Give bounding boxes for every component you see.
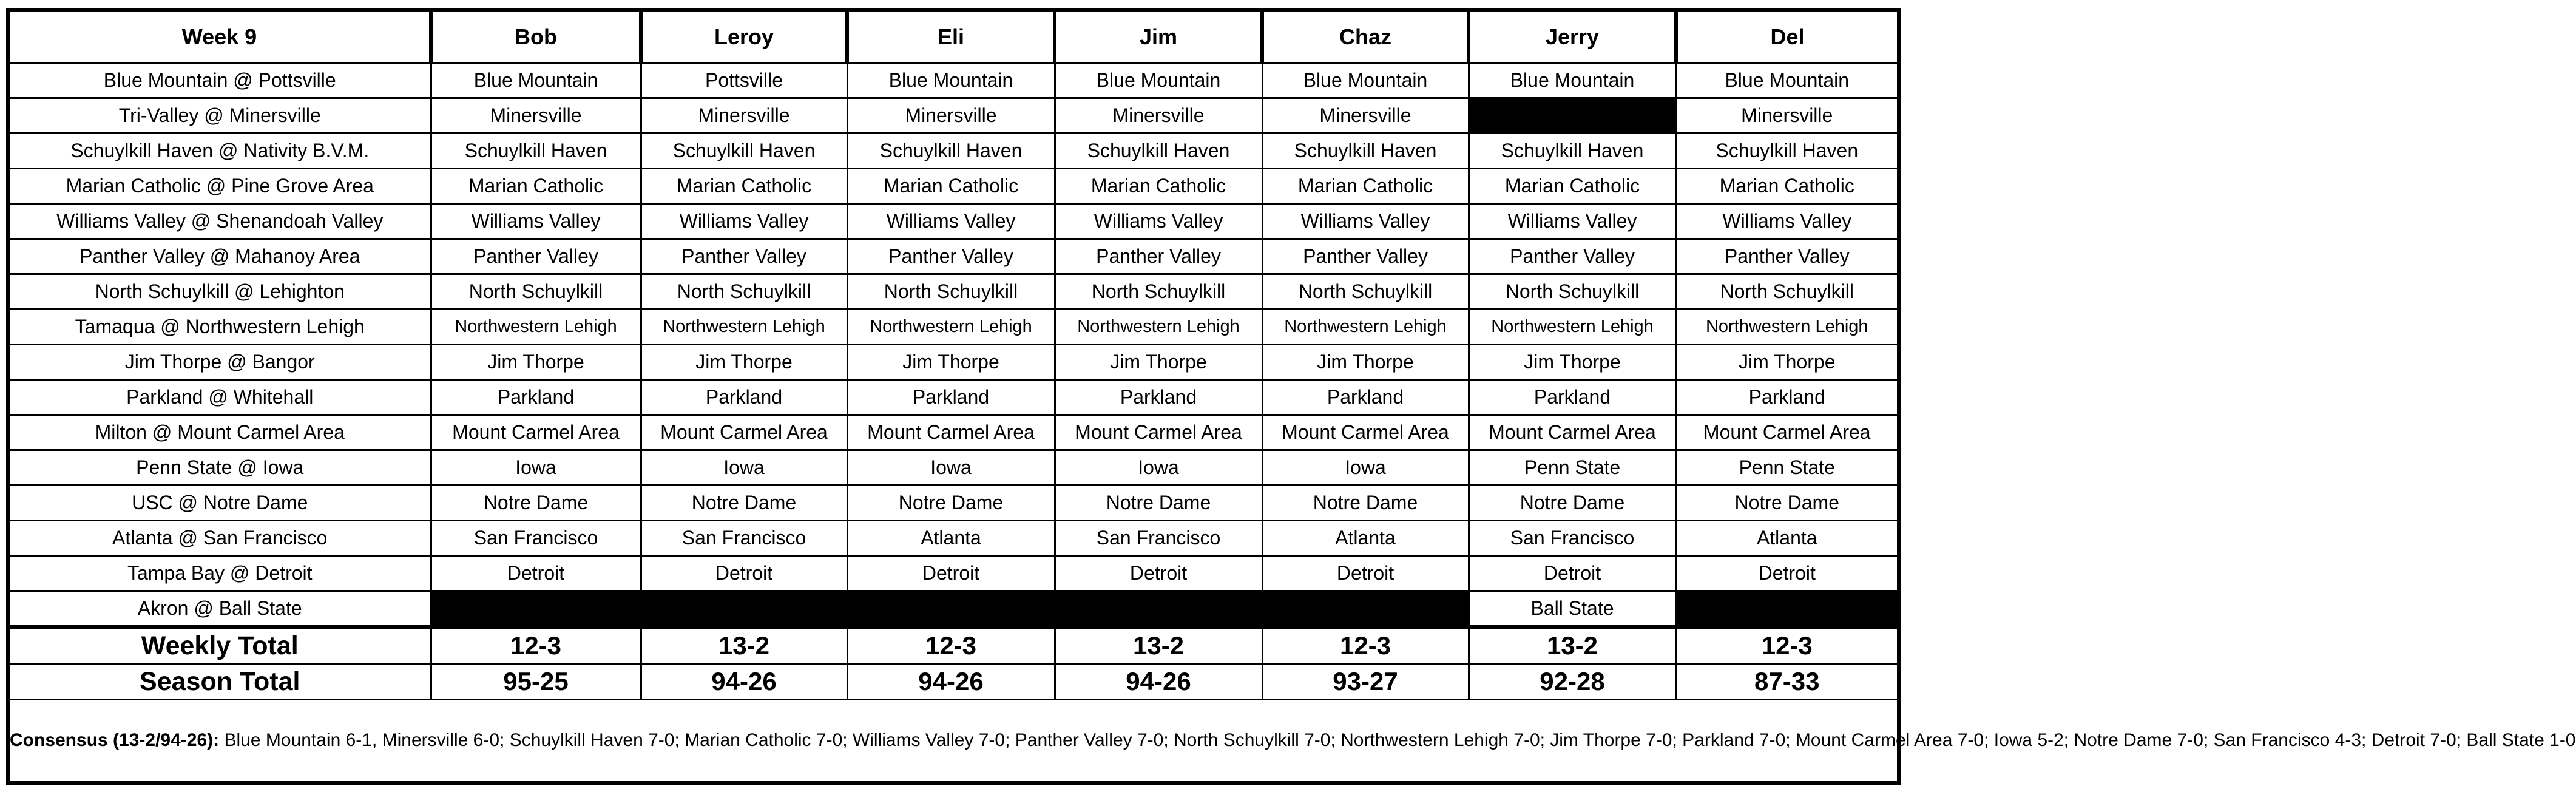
weekly-total-row <box>10 627 1897 664</box>
pick-cell: Schuylkill Haven <box>847 134 1055 169</box>
pick-cell: Notre Dame <box>1469 486 1676 521</box>
matchup-cell: Tri-Valley @ Minersville <box>10 98 431 134</box>
matchup-cell: North Schuylkill @ Lehighton <box>10 274 431 310</box>
pick-cell: Detroit <box>1676 556 1897 591</box>
pick-cell: North Schuylkill <box>847 274 1055 310</box>
pick-cell: Iowa <box>1055 450 1262 486</box>
pick-cell: Williams Valley <box>1676 204 1897 239</box>
season-total-eli: 94-26 <box>847 664 1055 700</box>
pick-cell: Schuylkill Haven <box>1262 134 1469 169</box>
pick-cell: Panther Valley <box>431 239 641 274</box>
pick-cell: Blue Mountain <box>431 63 641 98</box>
table-row <box>10 310 1897 345</box>
blacked-out-cell <box>1055 591 1262 628</box>
season-total-bob: 95-25 <box>431 664 641 700</box>
pick-cell: Jim Thorpe <box>431 345 641 380</box>
pick-cell: Jim Thorpe <box>641 345 847 380</box>
pick-cell: Schuylkill Haven <box>1469 134 1676 169</box>
pick-cell: Parkland <box>431 380 641 415</box>
matchup-cell: Penn State @ Iowa <box>10 450 431 486</box>
pick-cell: Atlanta <box>1676 521 1897 556</box>
season-total-label: Season Total <box>10 664 431 700</box>
season-total-jerry: 92-28 <box>1469 664 1676 700</box>
pick-cell: Minersville <box>641 98 847 134</box>
pick-cell: Northwestern Lehigh <box>641 310 847 345</box>
pick-cell: Detroit <box>1262 556 1469 591</box>
table-row <box>10 591 1897 628</box>
pick-cell: Ball State <box>1469 591 1676 628</box>
picks-sheet <box>6 8 2576 785</box>
pick-cell: Northwestern Lehigh <box>431 310 641 345</box>
weekly-total-del: 12-3 <box>1676 627 1897 664</box>
pick-cell: Marian Catholic <box>431 169 641 204</box>
pick-cell: Pottsville <box>641 63 847 98</box>
pick-cell: Williams Valley <box>1262 204 1469 239</box>
pick-cell: San Francisco <box>431 521 641 556</box>
pick-cell: Minersville <box>1055 98 1262 134</box>
pick-cell: Jim Thorpe <box>1262 345 1469 380</box>
pick-cell: Schuylkill Haven <box>431 134 641 169</box>
table-row <box>10 134 1897 169</box>
matchup-cell: USC @ Notre Dame <box>10 486 431 521</box>
pick-cell: Marian Catholic <box>847 169 1055 204</box>
pick-cell: Mount Carmel Area <box>1469 415 1676 450</box>
weekly-total-jim: 13-2 <box>1055 627 1262 664</box>
pick-cell: Detroit <box>1055 556 1262 591</box>
table-row <box>10 415 1897 450</box>
consensus-label: Consensus (13-2/94-26): <box>10 730 220 750</box>
blacked-out-cell <box>641 591 847 628</box>
picker-header-chaz: Chaz <box>1262 12 1469 63</box>
picks-table <box>10 12 2576 782</box>
matchup-cell: Marian Catholic @ Pine Grove Area <box>10 169 431 204</box>
blacked-out-cell <box>1262 591 1469 628</box>
pick-cell: Blue Mountain <box>1676 63 1897 98</box>
pick-cell: Panther Valley <box>1055 239 1262 274</box>
table-row <box>10 98 1897 134</box>
pick-cell: Parkland <box>847 380 1055 415</box>
table-row <box>10 169 1897 204</box>
blacked-out-cell <box>1469 98 1676 134</box>
matchup-cell: Williams Valley @ Shenandoah Valley <box>10 204 431 239</box>
pick-cell: San Francisco <box>641 521 847 556</box>
season-total-row <box>10 664 1897 700</box>
header-row <box>10 12 1897 63</box>
pick-cell: Northwestern Lehigh <box>1469 310 1676 345</box>
pick-cell: Parkland <box>1469 380 1676 415</box>
pick-cell: North Schuylkill <box>1262 274 1469 310</box>
pick-cell: Williams Valley <box>1469 204 1676 239</box>
pick-cell: North Schuylkill <box>1055 274 1262 310</box>
pick-cell: North Schuylkill <box>641 274 847 310</box>
pick-cell: Northwestern Lehigh <box>1055 310 1262 345</box>
matchup-cell: Jim Thorpe @ Bangor <box>10 345 431 380</box>
pick-cell: Schuylkill Haven <box>1055 134 1262 169</box>
pick-cell: Minersville <box>847 98 1055 134</box>
weekly-total-bob: 12-3 <box>431 627 641 664</box>
matchup-cell: Tamaqua @ Northwestern Lehigh <box>10 310 431 345</box>
blacked-out-cell <box>431 591 641 628</box>
pick-cell: Parkland <box>1055 380 1262 415</box>
weekly-total-leroy: 13-2 <box>641 627 847 664</box>
pick-cell: Marian Catholic <box>641 169 847 204</box>
pick-cell: Mount Carmel Area <box>847 415 1055 450</box>
weekly-total-chaz: 12-3 <box>1262 627 1469 664</box>
pick-cell: Iowa <box>431 450 641 486</box>
table-row <box>10 556 1897 591</box>
weekly-total-eli: 12-3 <box>847 627 1055 664</box>
matchup-cell: Parkland @ Whitehall <box>10 380 431 415</box>
table-row <box>10 380 1897 415</box>
picker-header-eli: Eli <box>847 12 1055 63</box>
picker-header-leroy: Leroy <box>641 12 847 63</box>
pick-cell: Jim Thorpe <box>847 345 1055 380</box>
pick-cell: Detroit <box>1469 556 1676 591</box>
weekly-total-jerry: 13-2 <box>1469 627 1676 664</box>
pick-cell: Marian Catholic <box>1262 169 1469 204</box>
pick-cell: North Schuylkill <box>1676 274 1897 310</box>
pick-cell: Blue Mountain <box>1055 63 1262 98</box>
pick-cell: Atlanta <box>847 521 1055 556</box>
picker-header-jim: Jim <box>1055 12 1262 63</box>
season-total-jim: 94-26 <box>1055 664 1262 700</box>
pick-cell: Williams Valley <box>1055 204 1262 239</box>
matchup-cell: Milton @ Mount Carmel Area <box>10 415 431 450</box>
season-total-del: 87-33 <box>1676 664 1897 700</box>
blacked-out-cell <box>847 591 1055 628</box>
picker-header-jerry: Jerry <box>1469 12 1676 63</box>
pick-cell: Iowa <box>641 450 847 486</box>
pick-cell: Notre Dame <box>1676 486 1897 521</box>
pick-cell: Blue Mountain <box>847 63 1055 98</box>
pick-cell: San Francisco <box>1469 521 1676 556</box>
pick-cell: Mount Carmel Area <box>431 415 641 450</box>
table-row <box>10 486 1897 521</box>
pick-cell: Panther Valley <box>847 239 1055 274</box>
matchup-cell: Schuylkill Haven @ Nativity B.V.M. <box>10 134 431 169</box>
matchup-cell: Tampa Bay @ Detroit <box>10 556 431 591</box>
consensus-row <box>10 700 1897 782</box>
pick-cell: North Schuylkill <box>1469 274 1676 310</box>
week-title: Week 9 <box>10 12 431 63</box>
pick-cell: Schuylkill Haven <box>641 134 847 169</box>
pick-cell: Detroit <box>641 556 847 591</box>
table-row <box>10 345 1897 380</box>
pick-cell: Minersville <box>1676 98 1897 134</box>
pick-cell: Notre Dame <box>1055 486 1262 521</box>
pick-cell: Atlanta <box>1262 521 1469 556</box>
pick-cell: Mount Carmel Area <box>1262 415 1469 450</box>
pick-cell: North Schuylkill <box>431 274 641 310</box>
weekly-total-label: Weekly Total <box>10 627 431 664</box>
pick-cell: Marian Catholic <box>1055 169 1262 204</box>
pick-cell: Notre Dame <box>641 486 847 521</box>
matchup-cell: Akron @ Ball State <box>10 591 431 628</box>
season-total-leroy: 94-26 <box>641 664 847 700</box>
pick-cell: Panther Valley <box>1469 239 1676 274</box>
matchup-cell: Panther Valley @ Mahanoy Area <box>10 239 431 274</box>
pick-cell: Panther Valley <box>1676 239 1897 274</box>
pick-cell: Penn State <box>1469 450 1676 486</box>
pick-cell: Jim Thorpe <box>1469 345 1676 380</box>
pick-cell: Parkland <box>1262 380 1469 415</box>
pick-cell: Detroit <box>431 556 641 591</box>
pick-cell: Blue Mountain <box>1469 63 1676 98</box>
pick-cell: Mount Carmel Area <box>1055 415 1262 450</box>
pick-cell: Parkland <box>641 380 847 415</box>
consensus-cell <box>10 700 2576 782</box>
table-row <box>10 63 1897 98</box>
table-row <box>10 450 1897 486</box>
pick-cell: Schuylkill Haven <box>1676 134 1897 169</box>
pick-cell: Iowa <box>847 450 1055 486</box>
pick-cell: Jim Thorpe <box>1676 345 1897 380</box>
blacked-out-cell <box>1676 591 1897 628</box>
pick-cell: Detroit <box>847 556 1055 591</box>
pick-cell: Penn State <box>1676 450 1897 486</box>
table-row <box>10 239 1897 274</box>
pick-cell: Marian Catholic <box>1676 169 1897 204</box>
pick-cell: San Francisco <box>1055 521 1262 556</box>
pick-cell: Parkland <box>1676 380 1897 415</box>
pick-cell: Northwestern Lehigh <box>1262 310 1469 345</box>
pick-cell: Williams Valley <box>847 204 1055 239</box>
pick-cell: Williams Valley <box>641 204 847 239</box>
pick-cell: Blue Mountain <box>1262 63 1469 98</box>
table-row <box>10 274 1897 310</box>
pick-cell: Notre Dame <box>1262 486 1469 521</box>
consensus-text: Blue Mountain 6-1, Minersville 6-0; Schuylkill Haven 7-0; Marian Catholic 7-0; Williams Valley 7-0; Panther Valley 7-0; North Schuylkill 7-0; Northwestern Lehigh 7-0; Jim Thorpe 7-0; Parkland 7-0; Mount Carmel Area 7-0; Iowa 5-2; Notre Dame 7-0; San Francisco 4-3; Detroit 7-0; Ball State 1-0 <box>224 730 2576 750</box>
pick-cell: Williams Valley <box>431 204 641 239</box>
matchup-cell: Atlanta @ San Francisco <box>10 521 431 556</box>
pick-cell: Panther Valley <box>1262 239 1469 274</box>
pick-cell: Panther Valley <box>641 239 847 274</box>
pick-cell: Northwestern Lehigh <box>1676 310 1897 345</box>
table-row <box>10 521 1897 556</box>
picker-header-bob: Bob <box>431 12 641 63</box>
pick-cell: Northwestern Lehigh <box>847 310 1055 345</box>
matchup-cell: Blue Mountain @ Pottsville <box>10 63 431 98</box>
pick-cell: Mount Carmel Area <box>641 415 847 450</box>
pick-cell: Minersville <box>1262 98 1469 134</box>
games-body <box>10 63 1897 628</box>
pick-cell: Notre Dame <box>431 486 641 521</box>
pick-cell: Jim Thorpe <box>1055 345 1262 380</box>
pick-cell: Mount Carmel Area <box>1676 415 1897 450</box>
pick-cell: Iowa <box>1262 450 1469 486</box>
pick-cell: Minersville <box>431 98 641 134</box>
season-total-chaz: 93-27 <box>1262 664 1469 700</box>
table-row <box>10 204 1897 239</box>
pick-cell: Notre Dame <box>847 486 1055 521</box>
picker-header-del: Del <box>1676 12 1897 63</box>
pick-cell: Marian Catholic <box>1469 169 1676 204</box>
